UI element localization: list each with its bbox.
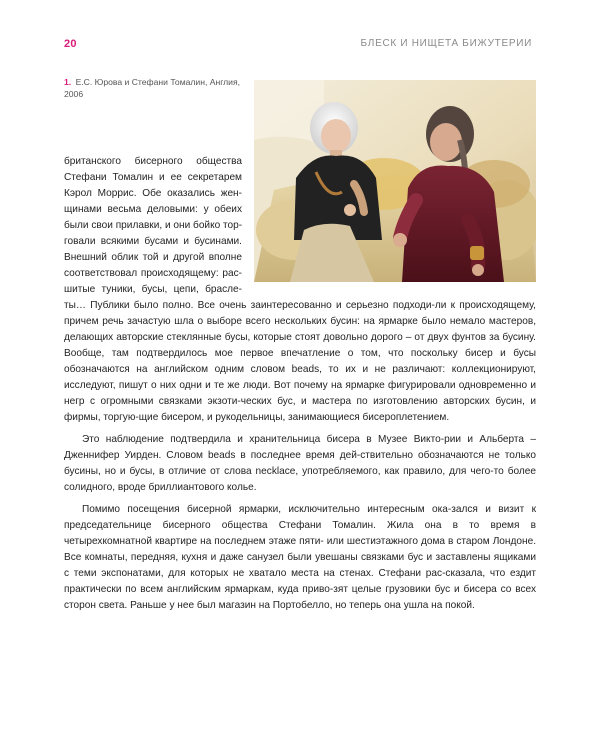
left-column-text (64, 154, 242, 298)
paragraph: Это наблюдение подтвердила и хранительница бисера в Музее Викто-рии и Альберта – Дженнифер Уирден. Словом beads в последнее время дей-ствительно обозначаются не только бусины, но и бусы, в отличие от слова necklace, употребляемого, как правило, для чего-то более солидного, вроде бриллиантового колье. (64, 434, 536, 493)
main-text (64, 298, 536, 620)
running-title: БЛЕСК И НИЩЕТА БИЖУТЕРИИ (360, 38, 532, 49)
paragraph: Помимо посещения бисерной ярмарки, исключительно интересным ока-зался и визит к председательнице бисерного общества Стефани Томалин. Жила она в то время в четырехкомнатной квартире на последнем этаже пяти- или шестиэтажного дома в старом Лондоне. Все комнаты, передняя, кухня и даже санузел были увешаны связками бус и заставлены ящиками с теми экспонатами, для которых не хватало места на стенах. Стефани рас-сказала, что ездит практически по всем английским ярмаркам, куда приво-зят целые грузовики бус и бисера со всех сторон света. Раньше у нее был магазин на Портобелло, но теперь она ушла на покой. (64, 504, 536, 611)
photo (254, 80, 536, 282)
text-line: щинами весьма деловыми: у обеих (64, 204, 242, 215)
text-line: говали всякими бусами и бусинами. (64, 236, 242, 247)
text-line: шитые туники, бусы, цепи, брасле- (64, 284, 242, 295)
paragraph: ты… Публики было полно. Все очень заинтересованно и серьезно подходи-ли к происходящему, причем речь зачастую шла о выборе всего нескольких бусин: на ярмарке было немало мастеров, делающих авторские стеклянные бусы, которые стоят довольно дорого – от двух фунтов за бусину. Вообще, там подтвердилось мое первое впечатление о том, что поскольку бисер и бусы обозначаются на английском одним словом beads, то их и не различают: коллекционируют, исследуют, пишут о них одни и те же люди. Вот почему на ярмарке фигурировали одновременно и негр с огромными связками экзоти-ческих бус, и мастера по изготовлению авторских бусин, и фирмы, торгую-щие бисером, и рукодельницы, занимающиеся бисероплетением. (64, 300, 536, 423)
text-line: соответствовал происходящему: рас- (64, 268, 242, 279)
caption-text: Е.С. Юрова и Стефани Томалин, Англия, 2006 (64, 77, 240, 99)
text-line: Стефани Томалин и ее секретарем (64, 172, 242, 183)
photo-two-women-sofa-icon (254, 80, 536, 282)
text-line: Кэрол Моррис. Обе оказались жен- (64, 188, 242, 199)
page-number: 20 (64, 38, 77, 50)
text-line: были свои прилавки, и они бойко тор- (64, 220, 243, 231)
text-line: британского бисерного общества (64, 156, 242, 167)
caption-number: 1. (64, 77, 72, 87)
text-line: Внешний облик той и другой вполне (64, 252, 242, 263)
photo-caption (64, 76, 244, 100)
